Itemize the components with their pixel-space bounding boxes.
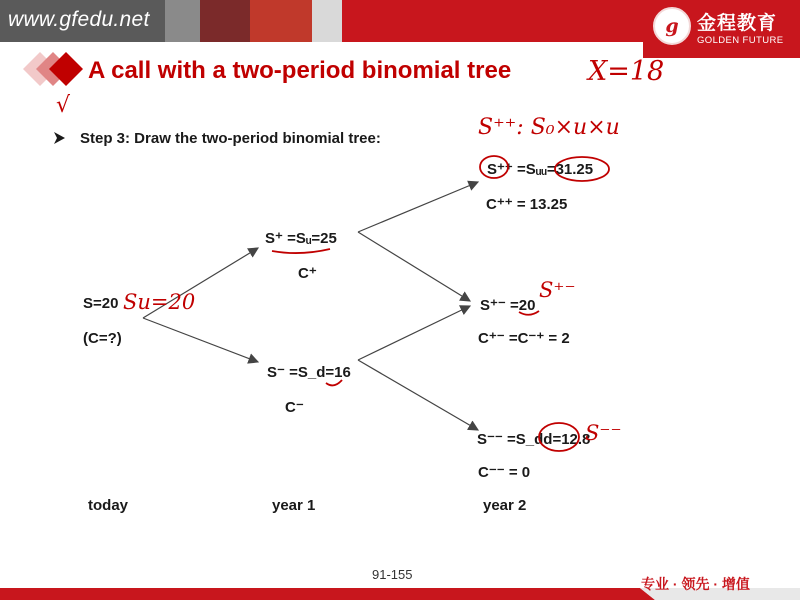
logo-name-cn: 金程教育 [697, 13, 778, 34]
ink-circle-12-8 [539, 423, 579, 451]
node-downdown-price: S⁻⁻ =S_dd=12.8 [477, 431, 591, 448]
ink-underline-su [272, 249, 330, 253]
handwritten-formula: S⁺⁺: S₀×u×u [478, 115, 620, 140]
ink-circle-31-25 [555, 157, 609, 181]
node-up-option: C⁺ [298, 265, 317, 282]
handwritten-checkmark: √ [56, 93, 71, 118]
node-down-price: S⁻ =S_d=16 [267, 364, 351, 381]
node-updown-option: C⁺⁻ =C⁻⁺ = 2 [478, 330, 570, 347]
node-upup-price: S⁺⁺ =Sᵤᵤ=31.25 [487, 161, 594, 178]
timeline-year-2: year 2 [483, 497, 527, 514]
page-number: 91-155 [372, 567, 413, 582]
node-updown-price: S⁺⁻ =20 [480, 297, 536, 314]
ink-circle-splus [480, 156, 508, 178]
logo-seal-mark: g [665, 15, 679, 37]
step-text: Step 3: Draw the two-period binomial tree: [80, 130, 381, 147]
node-down-option: C⁻ [285, 399, 304, 416]
node-root-price: S=20 [83, 295, 119, 312]
node-upup-option: C⁺⁺ = 13.25 [486, 196, 568, 213]
site-url: www.gfedu.net [8, 8, 150, 31]
node-up-price: S⁺ =Sᵤ=25 [265, 230, 337, 247]
handwritten-s-updown: S⁺⁻ [539, 278, 576, 302]
handwritten-su-note: Su=20 [123, 290, 196, 314]
slide-title: A call with a two-period binomial tree [88, 57, 512, 84]
timeline-year-1: year 1 [272, 497, 316, 514]
footer-slogan: 专业 · 领先 · 增值 [641, 576, 750, 592]
handwritten-strike-note: X=18 [588, 56, 665, 87]
footer-red-stripe [0, 588, 655, 600]
handwritten-s-downdown: S⁻⁻ [585, 421, 622, 445]
ink-underline-20 [519, 311, 539, 315]
node-downdown-option: C⁻⁻ = 0 [478, 464, 531, 481]
logo-name-en: GOLDEN FUTURE [697, 35, 784, 46]
ink-underline-16 [326, 380, 342, 385]
timeline-today: today [88, 497, 129, 514]
node-root-option: (C=?) [83, 330, 122, 347]
